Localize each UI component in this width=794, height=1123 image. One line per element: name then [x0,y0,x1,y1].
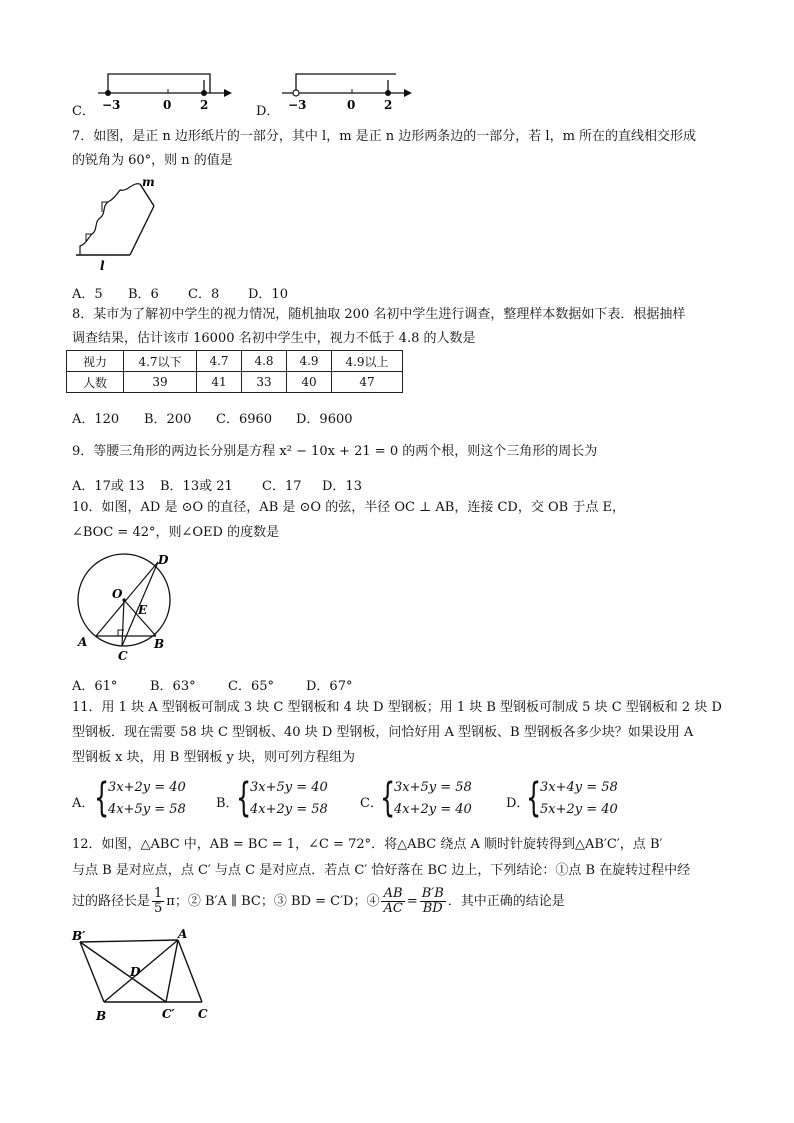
q12-line3-part-b: π；② B′A ∥ BC；③ BD = C′D；④ [166,894,380,909]
q12-text-line1: 12．如图，△ABC 中，AB = BC = 1，∠C = 72°．将△ABC 绕点 A 顺时针旋转得到△AB′C′，点 B′ [72,837,663,852]
table-row [67,372,403,393]
label-b: B [154,637,165,651]
label-l: l [100,259,105,273]
q9-text-line1: 9．等腰三角形的两边长分别是方程 x² − 10x + 21 = 0 的两个根，则这个三角形的周长为 [72,444,598,459]
q11-option-c-system [380,775,480,824]
table-cell: 40 [287,372,332,393]
q7-option-d: D．10 [248,287,288,302]
table-cell: 4.9 [287,351,332,372]
q11-option-b-system [236,775,336,824]
q7-option-a: A．5 [72,287,103,302]
equation: 3x+2y = 40 [108,780,186,795]
label-a: A [78,635,88,649]
q12-line3-part-a: 过的路径长是 [72,894,151,909]
tick-label: 2 [384,98,393,112]
label-c: C [118,649,128,663]
q7-text-line2: 的锐角为 60°，则 n 的值是 [72,153,233,168]
fraction [152,887,164,916]
equation: 4x+2y = 58 [250,802,328,817]
label-m: m [142,175,155,189]
label-b-prime: B′ [72,929,86,943]
table-cell: 4.7 [197,351,242,372]
q10-circle-figure [72,548,182,664]
q10-option-d: D．67° [306,679,353,694]
table-cell: 41 [197,372,242,393]
q9-option-d: D．13 [322,479,362,494]
q11-option-c-label: C． [360,796,383,811]
denominator: AC [383,901,403,916]
q10-option-a: A．61° [72,679,118,694]
q10-option-b: B．63° [150,679,196,694]
numerator: 1 [154,886,163,901]
q7-option-c: C．8 [188,287,220,302]
tick-label: 2 [200,98,209,112]
q10-option-c: C．65° [228,679,274,694]
brace-icon: { [236,775,252,821]
q9-option-a: A．17或 13 [72,479,145,494]
denominator: 5 [154,901,163,916]
label-d: D [130,965,141,979]
table-cell: 4.8 [242,351,287,372]
denominator: BD [422,901,443,916]
equation: 4x+2y = 40 [394,802,472,817]
tick-label: 0 [163,98,172,112]
vision-table [66,350,403,393]
brace-icon: { [94,775,110,821]
q6-option-c-label: C． [72,104,95,119]
q11-option-d-system [526,775,626,824]
q9-option-b: B．13或 21 [160,479,233,494]
table-cell: 人数 [67,372,124,393]
equation: 3x+5y = 40 [250,780,328,795]
table-cell: 4.9以上 [332,351,403,372]
q8-option-a: A．120 [72,412,120,427]
q6-option-d-label: D． [256,104,280,119]
label-b: B [96,1009,107,1023]
q12-line3-part-c: ．其中正确的结论是 [447,894,565,909]
q11-text-line3: 型钢板 x 块，用 B 型钢板 y 块，则可列方程组为 [72,750,356,765]
numerator: B′B [421,886,444,901]
equation: 5x+2y = 40 [540,802,618,817]
q11-text-line1: 11．用 1 块 A 型钢板可制成 3 块 C 型钢板和 4 块 D 型钢板；用 1 块 B 型钢板可制成 5 块 C 型钢板和 2 块 D [72,700,722,715]
label-d: D [158,553,169,567]
number-line-c [92,66,232,116]
label-c-prime: C′ [162,1007,175,1021]
equals-sign: = [406,894,418,909]
label-e: E [138,603,148,617]
equation: 3x+5y = 58 [394,780,472,795]
q8-option-c: C．6960 [216,412,273,427]
brace-icon: { [380,775,396,821]
brace-icon: { [526,775,542,821]
table-cell: 39 [124,372,197,393]
label-o: O [112,587,123,601]
q12-text-line3 [72,884,565,920]
q8-text-line1: 8．某市为了解初中学生的视力情况，随机抽取 200 名初中学生进行调查，整理样本数据如下表．根据抽样 [72,307,686,322]
q10-text-line2: ∠BOC = 42°，则∠OED 的度数是 [72,525,280,540]
q12-rotation-figure [66,926,226,1026]
q11-text-line2: 型钢板．现在需要 58 块 C 型钢板、40 块 D 型钢板，问恰好用 A 型钢板、B 型钢板各多少块？如果设用 A [72,725,694,740]
q8-option-d: D．9600 [296,412,353,427]
label-c: C [198,1007,208,1021]
fraction [381,887,404,916]
tick-label: −3 [102,98,121,112]
q11-option-a-label: A． [72,796,95,811]
fraction [420,887,446,916]
q7-polygon-figure [72,172,162,276]
q11-option-b-label: B． [216,796,239,811]
label-a: A [178,927,188,941]
table-cell: 4.7以下 [124,351,197,372]
q7-text-line1: 7．如图，是正 n 边形纸片的一部分，其中 l，m 是正 n 边形两条边的一部分，若 l，m 所在的直线相交形成 [72,129,697,144]
equation: 4x+5y = 58 [108,802,186,817]
number-line-d [276,66,416,116]
q8-text-line2: 调查结果，估计该市 16000 名初中学生中，视力不低于 4.8 的人数是 [72,331,476,346]
equation: 3x+4y = 58 [540,780,618,795]
q9-option-c: C．17 [262,479,302,494]
q8-option-b: B．200 [144,412,192,427]
q12-text-line2: 与点 B 是对应点，点 C′ 与点 C 是对应点．若点 C′ 恰好落在 BC 边上，下列结论：①点 B 在旋转过程中经 [72,863,691,878]
tick-label: −3 [288,98,307,112]
tick-label: 0 [347,98,356,112]
table-cell: 视力 [67,351,124,372]
q11-option-a-system [94,775,194,824]
q10-text-line1: 10．如图，AD 是 ⊙O 的直径，AB 是 ⊙O 的弦，半径 OC ⊥ AB，连接 CD，交 OB 于点 E， [72,500,625,515]
numerator: AB [381,887,404,902]
table-cell: 33 [242,372,287,393]
table-header-row [67,351,403,372]
q11-option-d-label: D． [506,796,530,811]
table-cell: 47 [332,372,403,393]
q7-option-b: B．6 [128,287,159,302]
